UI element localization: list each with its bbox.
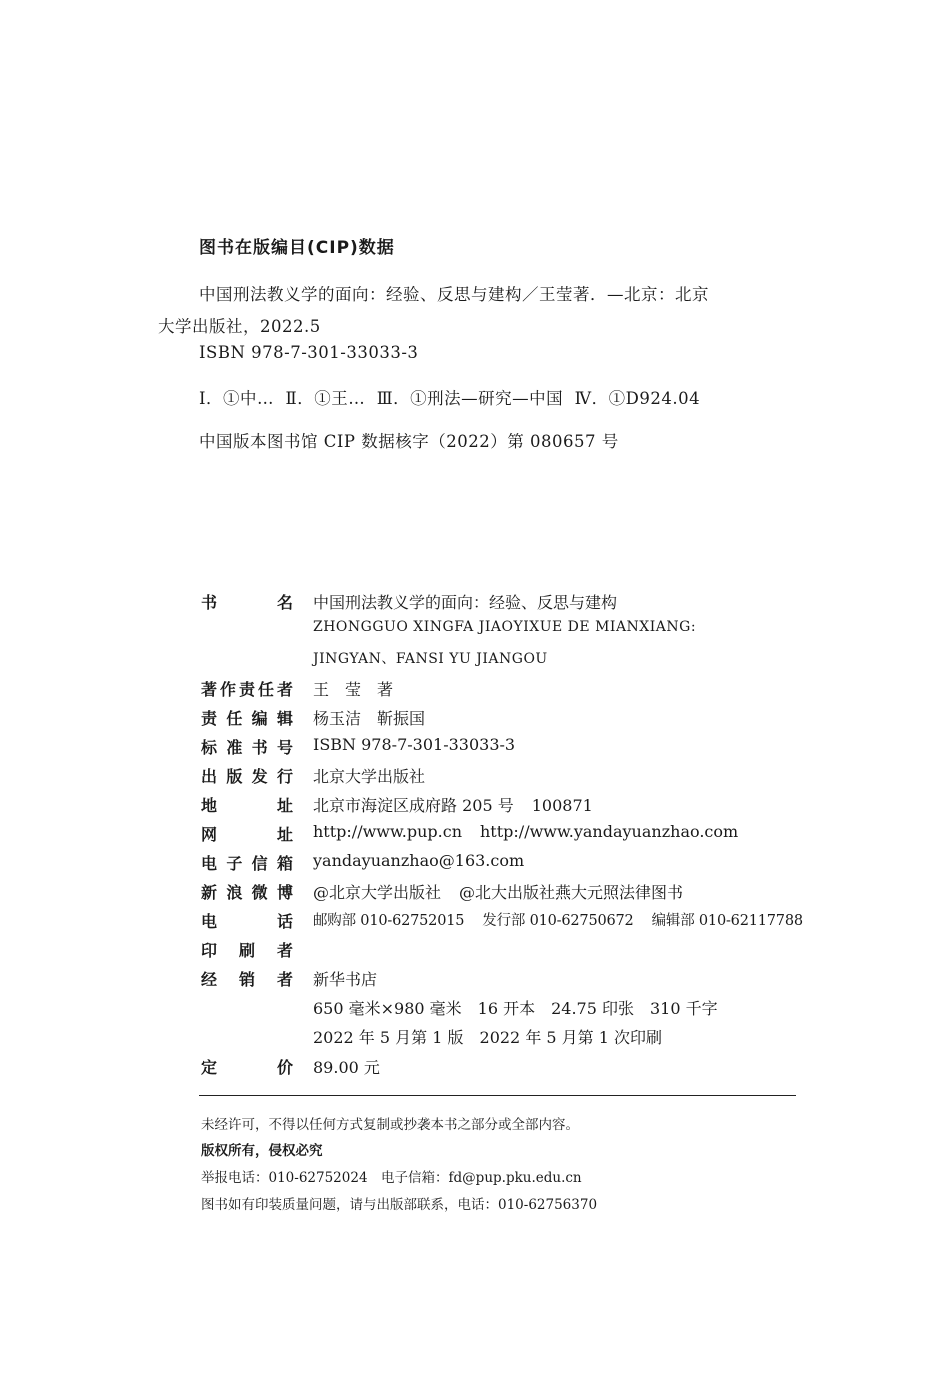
cip-line-2: 大学出版社，2022.5 [158,317,321,336]
editors-value: 杨玉洁 靳振国 [313,709,426,728]
website-value [313,822,738,841]
cip-line-1: 中国刑法教义学的面向：经验、反思与建构／王莹著．—北京：北京 [199,285,709,304]
edition-value: 2022 年 5 月第 1 版 2022 年 5 月第 1 次印刷 [313,1028,663,1047]
report-contact: 举报电话：010-62752024 电子信箱：fd@pup.pku.edu.cn [201,1170,582,1186]
weibo-value [313,880,683,903]
book-name-label: 书 名 [201,593,293,612]
website-link-2: http://www.yandayuanzhao.com [480,822,739,841]
price-value: 89.00 元 [313,1058,380,1077]
email-value: yandayuanzhao@163.com [313,851,525,870]
rights-notice: 版权所有，侵权必究 [201,1143,323,1159]
isbn-label: 标准书号 [201,738,293,757]
address-value [313,793,593,816]
weibo-account-2: @北大出版社燕大元照法律图书 [459,883,684,902]
website-label: 网 址 [201,825,293,844]
printer-label: 印刷者 [201,941,293,960]
cip-number: 中国版本图书馆 CIP 数据核字（2022）第 080657 号 [199,432,619,451]
address-text: 北京市海淀区成府路 205 号 [313,796,514,815]
publisher-label: 出版发行 [201,767,293,786]
weibo-label: 新浪微博 [201,883,293,902]
phone-editorial: 编辑部 010-62117788 [651,913,803,929]
cip-isbn: ISBN 978-7-301-33033-3 [199,343,419,362]
phone-mail-order: 邮购部 010-62752015 [313,913,465,929]
phone-value [313,909,803,930]
isbn-value: ISBN 978-7-301-33033-3 [313,735,516,754]
address-label: 地 址 [201,796,293,815]
distributor-value: 新华书店 [313,970,378,989]
editor-label: 责任编辑 [201,709,293,728]
author-value: 王 莹 著 [313,680,394,699]
phone-label: 电 话 [201,912,293,931]
format-value: 650 毫米×980 毫米 16 开本 24.75 印张 310 千字 [313,999,718,1018]
weibo-account-1: @北京大学出版社 [313,883,442,902]
postcode-text: 100871 [531,796,593,815]
distributor-label: 经销者 [201,970,293,989]
phone-distribution: 发行部 010-62750672 [482,913,634,929]
divider-rule [199,1095,796,1096]
quality-contact: 图书如有印装质量问题，请与出版部联系，电话：010-62756370 [201,1197,598,1213]
website-link-1: http://www.pup.cn [313,822,462,841]
publisher-value: 北京大学出版社 [313,767,426,786]
copy-notice: 未经许可，不得以任何方式复制或抄袭本书之部分或全部内容。 [201,1117,579,1133]
book-name-pinyin-2: JINGYAN、FANSI YU JIANGOU [313,651,548,667]
email-label: 电子信箱 [201,854,293,873]
cip-title: 图书在版编目(CIP)数据 [199,238,395,258]
author-label: 著作责任者 [201,680,293,699]
book-name-pinyin-1: ZHONGGUO XINGFA JIAOYIXUE DE MIANXIANG: [313,619,697,635]
cip-classification: Ⅰ．①中… Ⅱ．①王… Ⅲ．①刑法—研究—中国 Ⅳ．①D924.04 [199,389,701,408]
price-label: 定 价 [201,1058,293,1077]
book-name-value: 中国刑法教义学的面向：经验、反思与建构 [313,593,618,612]
